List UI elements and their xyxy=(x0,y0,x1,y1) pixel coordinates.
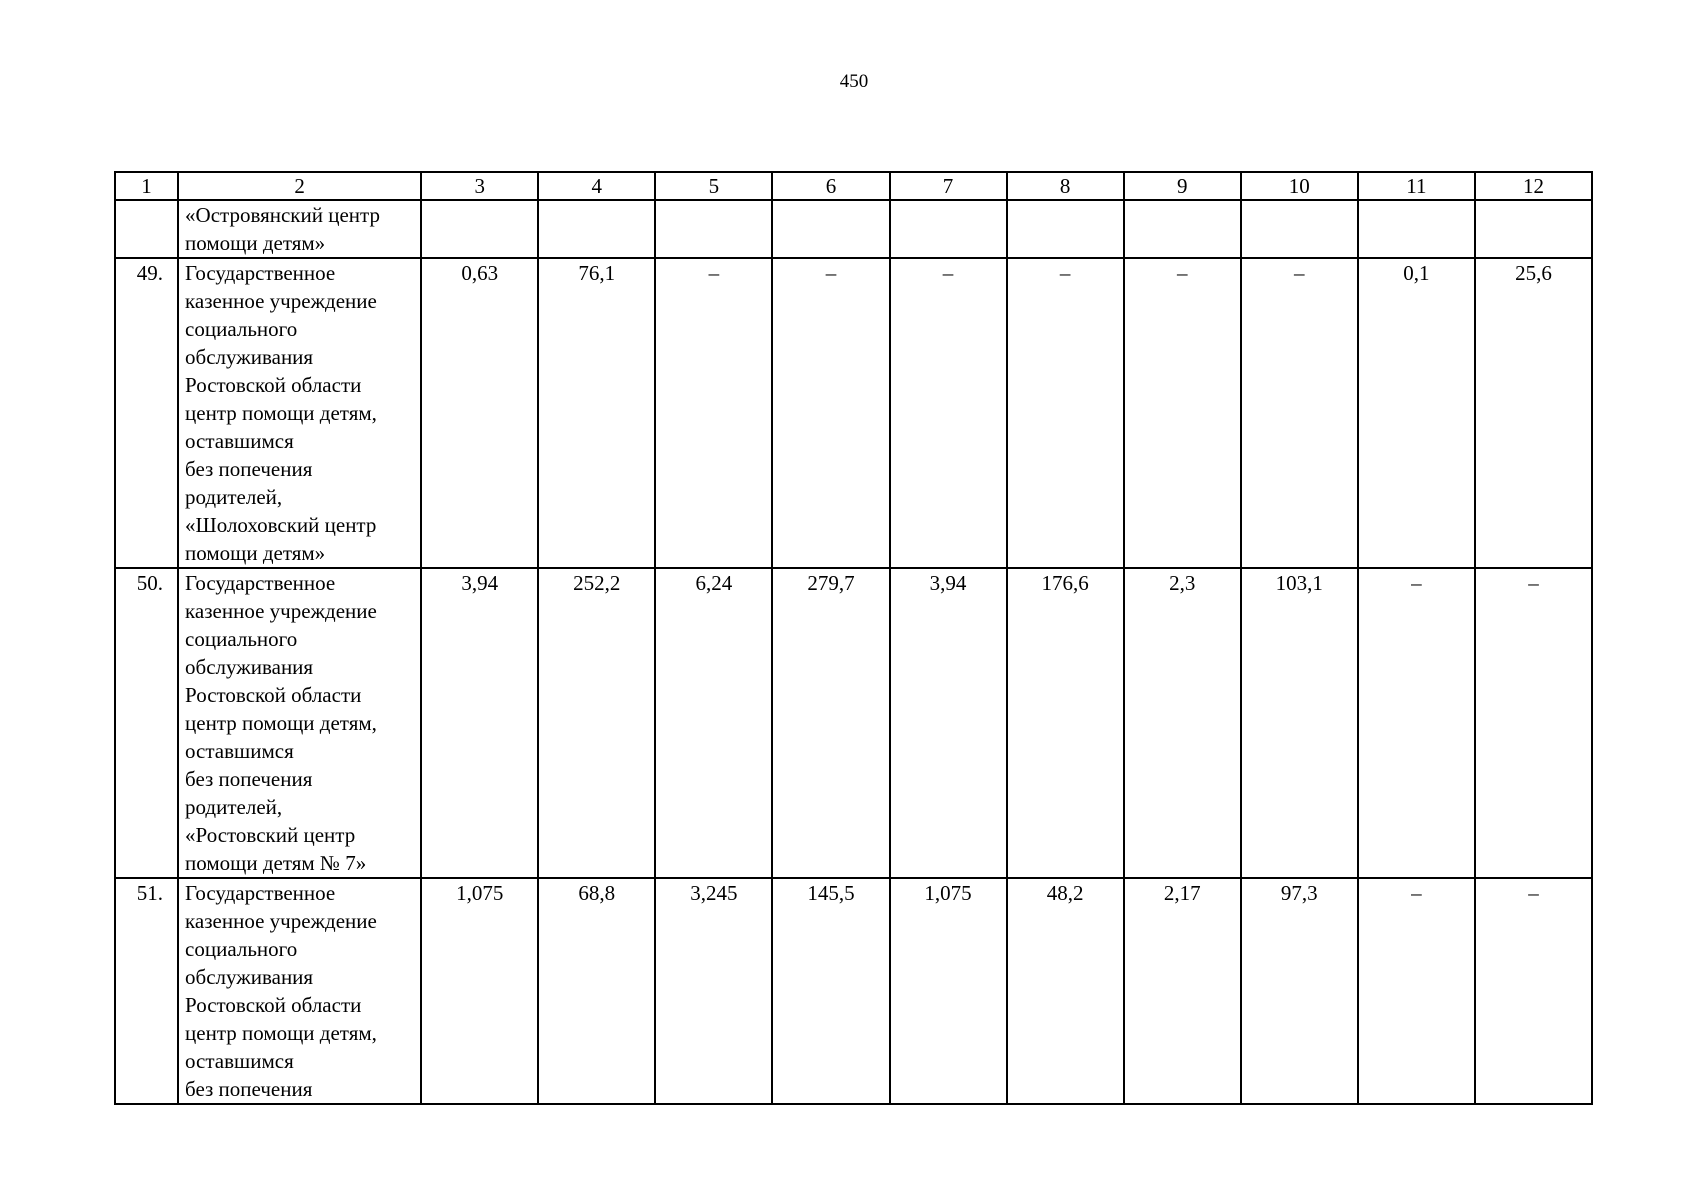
table-cell: – xyxy=(890,258,1007,568)
column-header: 7 xyxy=(890,172,1007,200)
table-cell: – xyxy=(1241,258,1358,568)
row-number xyxy=(115,200,178,258)
table-cell: – xyxy=(655,258,772,568)
table-cell xyxy=(1007,200,1124,258)
table-cell: 76,1 xyxy=(538,258,655,568)
page-number: 450 xyxy=(839,71,869,92)
table-cell xyxy=(655,200,772,258)
row-number: 50. xyxy=(115,568,178,878)
row-number: 49. xyxy=(115,258,178,568)
column-header: 1 xyxy=(115,172,178,200)
table-cell: – xyxy=(1475,568,1592,878)
table-cell: 3,94 xyxy=(890,568,1007,878)
table-row xyxy=(115,568,1592,878)
column-header: 12 xyxy=(1475,172,1592,200)
table-cell: 176,6 xyxy=(1007,568,1124,878)
table-cell xyxy=(1358,200,1475,258)
column-header: 4 xyxy=(538,172,655,200)
table-cell: 252,2 xyxy=(538,568,655,878)
column-header: 11 xyxy=(1358,172,1475,200)
table-cell: 25,6 xyxy=(1475,258,1592,568)
table-cell: – xyxy=(1475,878,1592,1104)
row-number: 51. xyxy=(115,878,178,1104)
table-cell: – xyxy=(1007,258,1124,568)
table-cell xyxy=(1124,200,1241,258)
table-row xyxy=(115,200,1592,258)
table-cell: 48,2 xyxy=(1007,878,1124,1104)
table-cell xyxy=(1241,200,1358,258)
table-cell: 145,5 xyxy=(772,878,889,1104)
table-cell xyxy=(1475,200,1592,258)
table-cell xyxy=(538,200,655,258)
table-cell: – xyxy=(772,258,889,568)
table-cell xyxy=(890,200,1007,258)
column-header: 10 xyxy=(1241,172,1358,200)
table-cell: 6,24 xyxy=(655,568,772,878)
column-header: 6 xyxy=(772,172,889,200)
data-table xyxy=(114,171,1593,1105)
institution-name: Государственное казенное учреждение социального обслуживания Ростовской области центр помощи детям, оставшимся без попечения xyxy=(178,878,421,1104)
table-cell xyxy=(421,200,538,258)
table-header-row xyxy=(115,172,1592,200)
column-header: 8 xyxy=(1007,172,1124,200)
table-cell: 2,3 xyxy=(1124,568,1241,878)
table-cell: 1,075 xyxy=(890,878,1007,1104)
table-cell: 0,63 xyxy=(421,258,538,568)
table-cell: 279,7 xyxy=(772,568,889,878)
table-cell: 103,1 xyxy=(1241,568,1358,878)
institution-name: «Островянский центр помощи детям» xyxy=(178,200,421,258)
table-cell: 68,8 xyxy=(538,878,655,1104)
table-row xyxy=(115,258,1592,568)
table-row xyxy=(115,878,1592,1104)
institution-name: Государственное казенное учреждение социального обслуживания Ростовской области центр помощи детям, оставшимся без попечения родителей, «Ростовский центр помощи детям № 7» xyxy=(178,568,421,878)
table-cell: 97,3 xyxy=(1241,878,1358,1104)
table-cell: – xyxy=(1124,258,1241,568)
column-header: 9 xyxy=(1124,172,1241,200)
table-cell: 2,17 xyxy=(1124,878,1241,1104)
column-header: 3 xyxy=(421,172,538,200)
table-cell: – xyxy=(1358,878,1475,1104)
column-header: 5 xyxy=(655,172,772,200)
institution-name: Государственное казенное учреждение социального обслуживания Ростовской области центр помощи детям, оставшимся без попечения родителей, «Шолоховский центр помощи детям» xyxy=(178,258,421,568)
table-cell: – xyxy=(1358,568,1475,878)
table-cell: 1,075 xyxy=(421,878,538,1104)
table-cell: 3,245 xyxy=(655,878,772,1104)
table-cell: 3,94 xyxy=(421,568,538,878)
column-header: 2 xyxy=(178,172,421,200)
table-cell xyxy=(772,200,889,258)
table-cell: 0,1 xyxy=(1358,258,1475,568)
